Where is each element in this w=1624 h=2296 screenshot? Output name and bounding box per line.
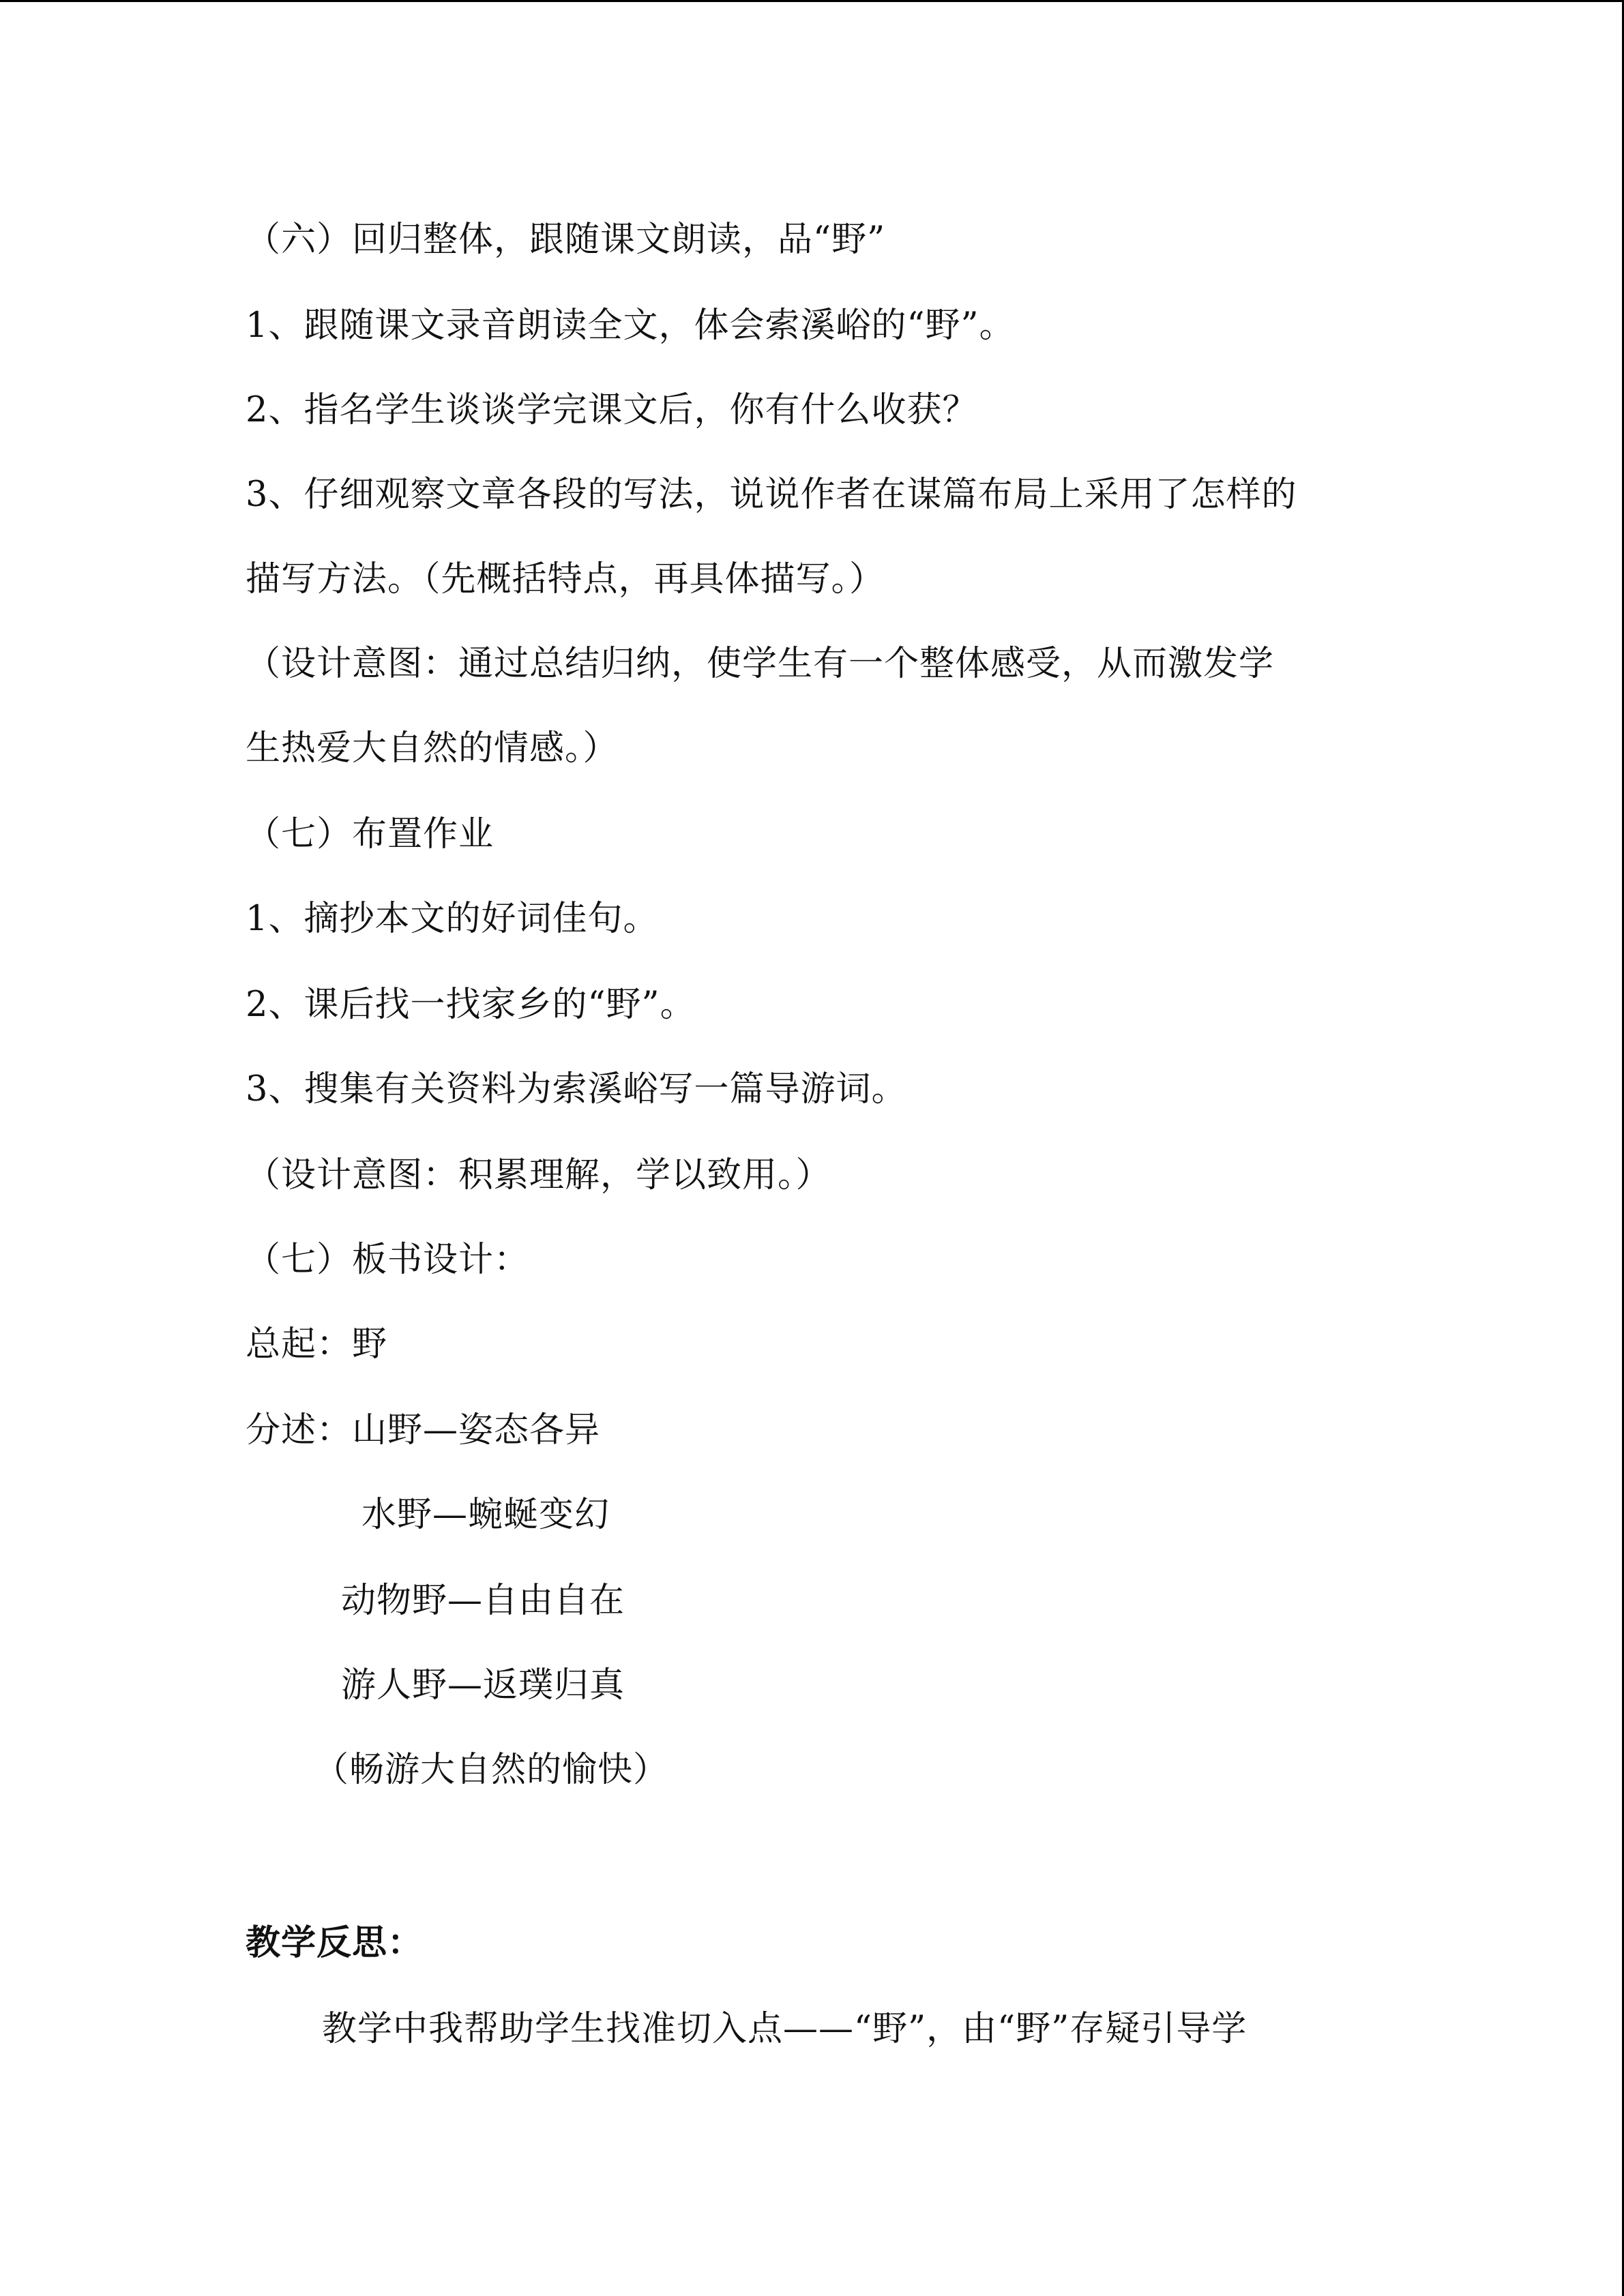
page-top-border bbox=[0, 0, 1624, 2]
homework-item: 3、搜集有关资料为索溪峪写一篇导游词。 bbox=[246, 1069, 907, 1109]
blackboard-line: 总起：野 bbox=[246, 1324, 388, 1365]
blackboard-line: 分述：山野—姿态各异 bbox=[246, 1410, 601, 1450]
paragraph-line: 描写方法。（先概括特点，再具体描写。） bbox=[246, 559, 885, 599]
paragraph-line: 1、跟随课文录音朗读全文，体会索溪峪的“野”。 bbox=[246, 305, 1015, 346]
paragraph-line: 3、仔细观察文章各段的写法，说说作者在谋篇布局上采用了怎样的 bbox=[246, 475, 1297, 515]
blackboard-line: 游人野—返璞归真 bbox=[341, 1665, 625, 1705]
design-intent-note: （设计意图：通过总结归纳，使学生有一个整体感受，从而激发学 bbox=[246, 644, 1275, 684]
section-heading-7: （七）布置作业 bbox=[246, 814, 494, 854]
homework-item: 1、摘抄本文的好词佳句。 bbox=[246, 899, 659, 939]
homework-item: 2、课后找一找家乡的“野”。 bbox=[246, 985, 696, 1025]
paragraph-line: 2、指名学生谈谈学完课文后，你有什么收获？ bbox=[246, 390, 978, 430]
blackboard-line: （畅游大自然的愉快） bbox=[314, 1750, 669, 1790]
blackboard-line: 水野—蜿蜒变幻 bbox=[361, 1495, 610, 1535]
design-intent-note: （设计意图：积累理解，学以致用。） bbox=[246, 1155, 831, 1195]
reflection-paragraph-line: 教学中我帮助学生找准切入点——“野”，由“野”存疑引导学 bbox=[322, 2009, 1247, 2049]
blackboard-line: 动物野—自由自在 bbox=[341, 1581, 625, 1621]
section-heading-blackboard: （七）板书设计： bbox=[246, 1240, 530, 1280]
section-heading-6: （六）回归整体，跟随课文朗读，品“野” bbox=[246, 220, 886, 260]
reflection-heading: 教学反思： bbox=[246, 1923, 424, 1963]
paragraph-line: 生热爱大自然的情感。） bbox=[246, 728, 619, 769]
